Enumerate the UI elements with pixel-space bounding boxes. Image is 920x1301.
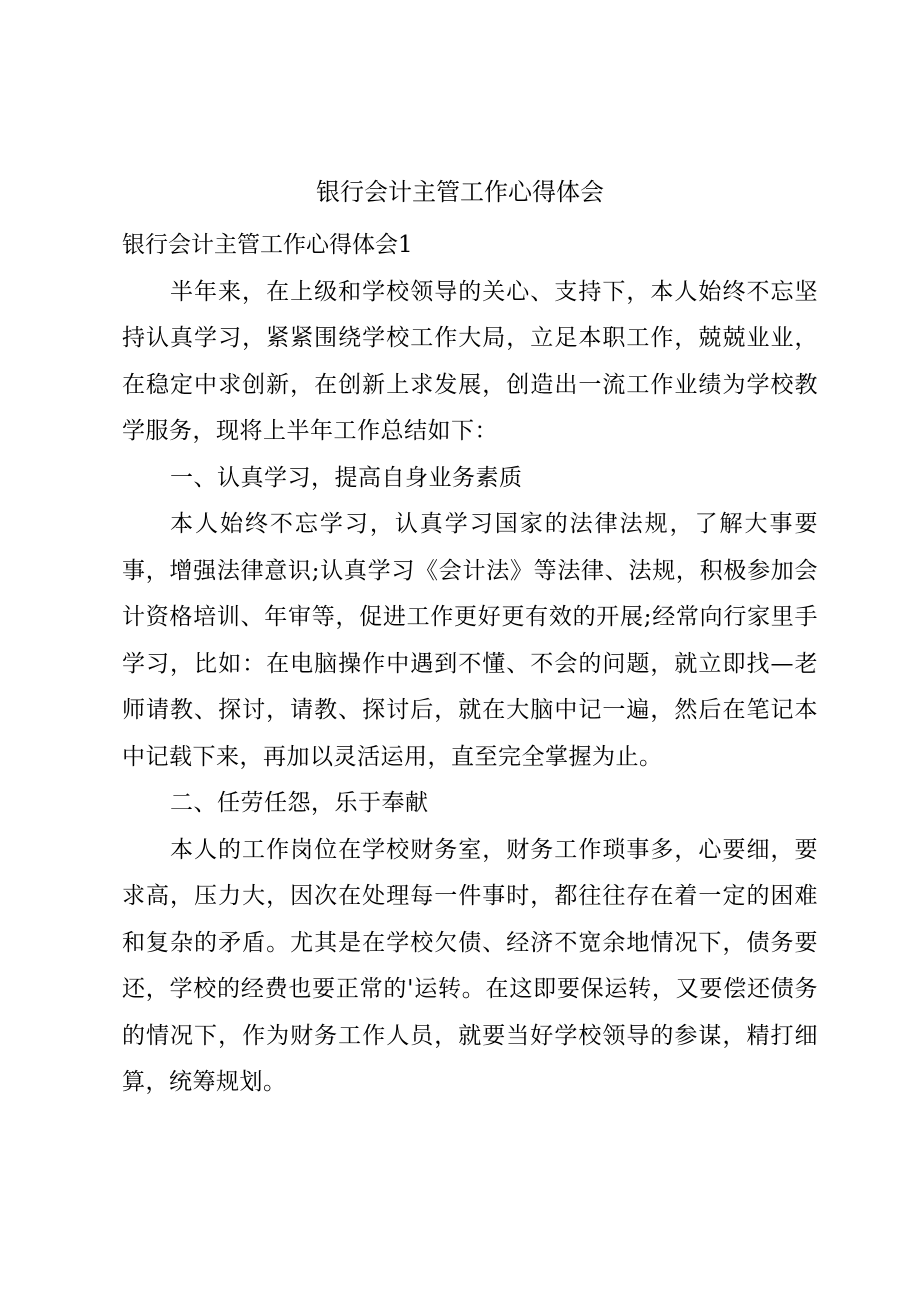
section-subtitle: 银行会计主管工作心得体会1: [122, 232, 413, 258]
paragraph-intro: 半年来，在上级和学校领导的关心、支持下，本人始终不忘坚持认真学习，紧紧围绕学校工作大局，立足本职工作，兢兢业业，在稳定中求创新，在创新上求发展，创造出一流工作业绩为学校教学服务，现将上半年工作总结如下：: [122, 278, 818, 444]
paragraph-study: 本人始终不忘学习，认真学习国家的法律法规，了解大事要事，增强法律意识;认真学习《会计法》等法律、法规，积极参加会计资格培训、年审等，促进工作更好更有效的开展;经常向行家里手学习，比如：在电脑操作中遇到不懂、不会的问题，就立即找—老师请教、探讨，请教、探讨后，就在大脑中记一遍，然后在笔记本中记载下来，再加以灵活运用，直至完全掌握为止。: [122, 511, 818, 770]
document-body: [122, 222, 818, 1106]
section-heading-1: 一、认真学习，提高自身业务素质: [170, 464, 523, 491]
paragraph-dedication: 本人的工作岗位在学校财务室，财务工作琐事多，心要细，要求高，压力大，因次在处理每一件事时，都往往存在着一定的困难和复杂的矛盾。尤其是在学校欠债、经济不宽余地情况下，债务要还，学校的经费也要正常的'运转。在这即要保运转，又要偿还债务的情况下，作为财务工作人员，就要当好学校领导的参谋，精打细算，统筹规划。: [122, 836, 818, 1095]
document-title: 银行会计主管工作心得体会: [316, 178, 604, 206]
section-heading-2: 二、任劳任怨，乐于奉献: [170, 790, 429, 816]
